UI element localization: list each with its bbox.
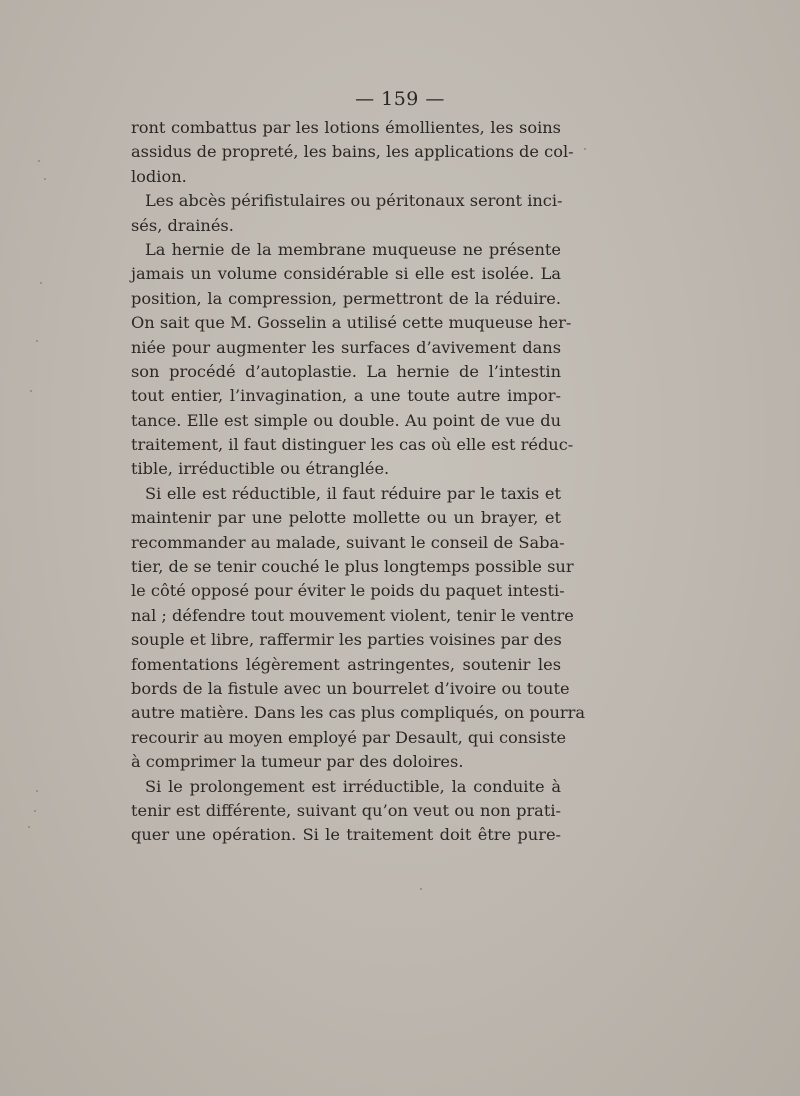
- text-line: Si elle est réductible, il faut réduire par le taxis et: [145, 483, 561, 503]
- paper-speck: [34, 810, 36, 812]
- text-line: assidus de propreté, les bains, les applications de col-: [131, 142, 574, 162]
- text-line: nal ; défendre tout mouvement violent, tenir le ventre: [131, 605, 574, 625]
- text-line: tout entier, l’invagination, a une toute autre impor-: [131, 386, 561, 406]
- text-line: Les abcès périfistulaires ou péritonaux seront inci-: [145, 191, 563, 211]
- paper-speck: [420, 888, 422, 890]
- paper-speck: [28, 826, 30, 828]
- text-line: ront combattus par les lotions émollientes, les soins: [131, 118, 561, 137]
- text-line: On sait que M. Gosselin a utilisé cette muqueuse her-: [131, 313, 572, 333]
- text-line: traitement, il faut distinguer les cas où elle est réduc-: [131, 435, 574, 455]
- text-line: tance. Elle est simple ou double. Au point de vue du: [131, 410, 561, 430]
- paper-speck: [38, 160, 40, 162]
- text-line: Si le prolongement est irréductible, la conduite à: [145, 776, 561, 796]
- text-line: sés, drainés.: [131, 215, 234, 235]
- text-line: jamais un volume considérable si elle est isolée. La: [131, 264, 561, 284]
- text-line: tier, de se tenir couché le plus longtemps possible sur: [131, 557, 574, 577]
- text-line: à comprimer la tumeur par des doloires.: [131, 752, 464, 772]
- page-number: — 159 —: [355, 88, 445, 110]
- text-line: lodion.: [131, 166, 187, 186]
- text-line: position, la compression, permettront de la réduire.: [131, 288, 561, 308]
- paper-speck: [36, 340, 38, 342]
- text-line: son procédé d’autoplastie. La hernie de l’intestin: [131, 361, 561, 381]
- paper-speck: [584, 148, 586, 150]
- text-line: recommander au malade, suivant le conseil de Saba-: [131, 532, 565, 552]
- paper-speck: [30, 390, 32, 392]
- text-line: tenir est différente, suivant qu’on veut ou non prati-: [131, 800, 561, 820]
- body-text: [131, 116, 586, 848]
- text-line: fomentations légèrement astringentes, soutenir les: [131, 654, 561, 674]
- text-line: maintenir par une pelotte mollette ou un brayer, et: [131, 508, 561, 528]
- text-line: souple et libre, raffermir les parties voisines par des: [131, 630, 562, 650]
- text-line: niée pour augmenter les surfaces d’avivement dans: [131, 337, 561, 357]
- text-line: bords de la fistule avec un bourrelet d’ivoire ou toute: [131, 678, 570, 698]
- text-line: tible, irréductible ou étranglée.: [131, 459, 390, 479]
- text-line: La hernie de la membrane muqueuse ne présente: [145, 239, 561, 259]
- text-line: autre matière. Dans les cas plus compliqués, on pourra: [131, 703, 586, 723]
- text-line: quer une opération. Si le traitement doit être pure-: [131, 825, 561, 845]
- paper-speck: [44, 178, 46, 180]
- paper-speck: [40, 282, 42, 284]
- text-line: recourir au moyen employé par Desault, qui consiste: [131, 727, 567, 747]
- text-line: le côté opposé pour éviter le poids du paquet intesti-: [131, 581, 565, 601]
- paper-speck: [36, 790, 38, 792]
